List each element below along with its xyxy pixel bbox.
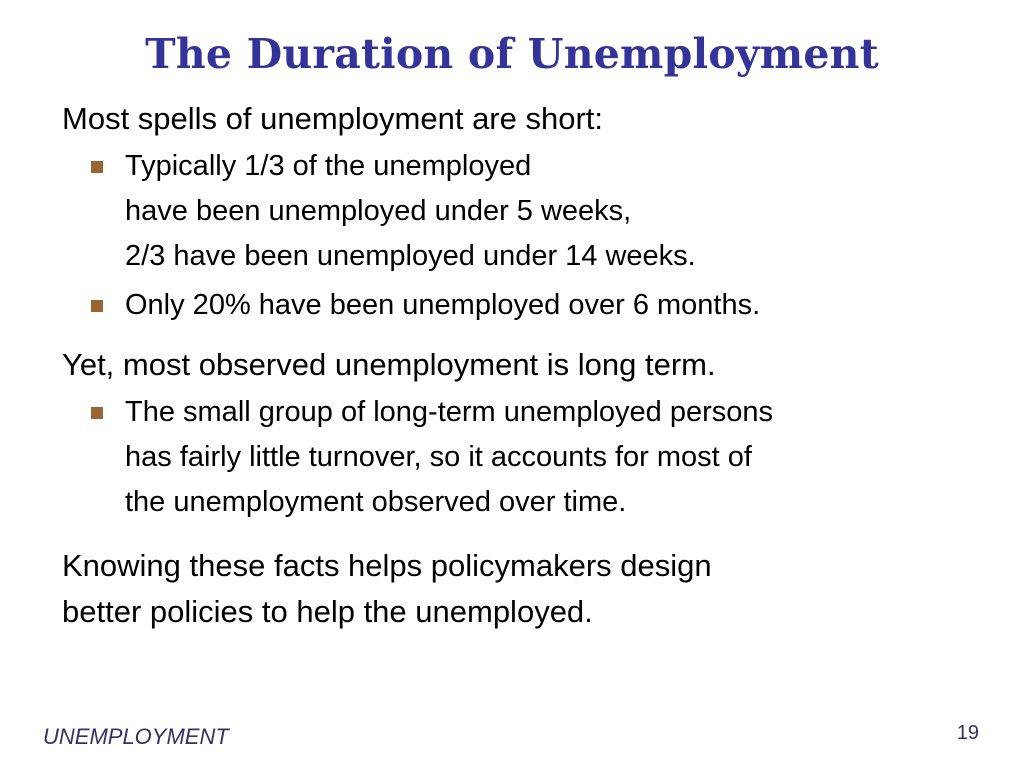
bullet-item	[62, 144, 982, 279]
bullet-list-short-spells	[62, 144, 982, 328]
bullet-list-long-term	[62, 390, 982, 525]
slide-title: The Duration of Unemployment	[145, 30, 879, 78]
square-bullet-icon	[91, 161, 103, 173]
paragraph-long-term: Yet, most observed unemployment is long term.	[62, 347, 716, 382]
slide-body	[62, 100, 982, 635]
bullet-line: has fairly little turnover, so it accounts for most of	[125, 441, 752, 473]
bullet-line: The small group of long-term unemployed persons	[125, 396, 773, 428]
square-bullet-icon	[91, 407, 103, 419]
paragraph-short-spells: Most spells of unemployment are short:	[62, 101, 604, 136]
square-bullet-icon	[91, 300, 103, 312]
bullet-line: Typically 1/3 of the unemployed	[125, 150, 532, 182]
bullet-item	[62, 283, 982, 328]
bullet-item	[62, 390, 982, 525]
paragraph-line: Knowing these facts helps policymakers design	[62, 548, 712, 583]
bullet-line: 2/3 have been unemployed under 14 weeks.	[125, 240, 696, 272]
bullet-line: Only 20% have been unemployed over 6 months.	[125, 289, 761, 321]
bullet-line: the unemployment observed over time.	[125, 486, 627, 518]
paragraph-line: better policies to help the unemployed.	[62, 594, 593, 629]
page-number: 19	[956, 722, 979, 744]
paragraph-policy	[62, 543, 982, 635]
footer-label: UNEMPLOYMENT	[43, 724, 229, 749]
bullet-line: have been unemployed under 5 weeks,	[125, 195, 632, 227]
